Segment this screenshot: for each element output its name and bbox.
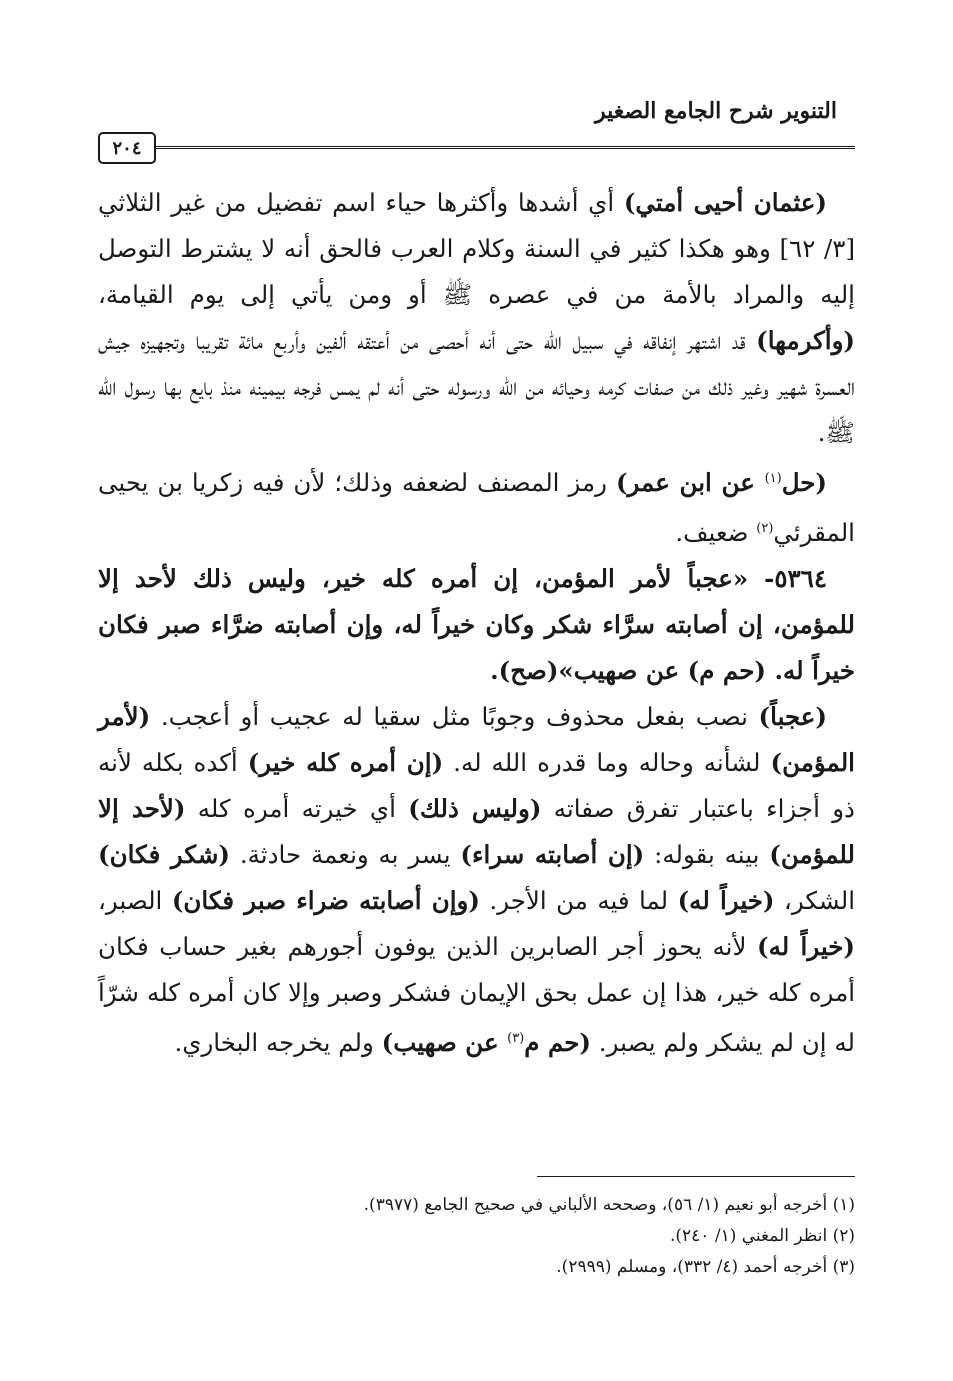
quoted-phrase: (حم م	[524, 1028, 591, 1058]
commentary-text: الصبر،	[98, 886, 172, 916]
commentary-text: أي خيرته أمره كله	[185, 794, 409, 824]
header-rule	[154, 146, 855, 149]
commentary-text: ضعيف.	[675, 518, 757, 548]
commentary-text: بينه بقوله:	[644, 840, 770, 870]
footnote-2: (٢) انظر المغني (١/ ٢٤٠).	[669, 1226, 855, 1246]
quoted-phrase: (إن أصابته سراء)	[460, 840, 645, 870]
footnote-1: (١) أخرجه أبو نعيم (١/ ٥٦)، وصححه الألباني في صحيح الجامع (٣٩٧٧).	[363, 1195, 855, 1215]
commentary-text: ولم يخرجه البخاري.	[174, 1028, 382, 1058]
main-text	[98, 180, 855, 1066]
quoted-phrase: عن ابن عمر)	[615, 468, 765, 498]
paragraph-1	[98, 180, 855, 456]
commentary-text: قد اشتهر إنفاقه في سبيل الله حتى أنه أحصى من أعتقه ألفين وأربع مائة تقريبا وتجهيزه جيش العسرة شهير وغير ذلك من صفات كرمه وحيائه من الله ورسوله حتى أنه لم يمس فرجه بيمينه منذ بايع بها رسول الله ﷺ.	[98, 326, 855, 447]
commentary-text: لما فيه من الأجر.	[479, 886, 678, 916]
commentary-text: يسر به ونعمة حادثة.	[230, 840, 461, 870]
page-header	[98, 94, 855, 159]
paragraph-4	[98, 694, 855, 1066]
quoted-phrase: (عجباً)	[758, 702, 827, 732]
commentary-text: نصب بفعل محذوف وجوبًا مثل سقيا له عجيب أو أعجب.	[150, 702, 759, 732]
quoted-phrase: (لأحد إلا للمؤمن)	[98, 794, 855, 870]
footnote-3: (٣) أخرجه أحمد (٤/ ٣٣٢)، ومسلم (٢٩٩٩).	[556, 1257, 855, 1277]
quoted-phrase: عن صهيب)	[381, 1028, 508, 1058]
hadith-5364: ٥٣٦٤- «عجباً لأمر المؤمن، إن أمره كله خير، وليس ذلك لأحد إلا للمؤمن، إن أصابته سرَّاء شكر وكان خيراً له، وإن أصابته ضرَّاء صبر فكان خيراً له. (حم م) عن صهيب»(صح).	[98, 564, 855, 686]
quoted-phrase: (وليس ذلك)	[408, 794, 542, 824]
commentary-text: أي أشدها وأكثرها حياء اسم تفضيل من غير الثلاثي [٣/ ٦٢] وهو هكذا كثير في السنة وكلام العرب فالحق أنه لا يشترط التوصل إليه والمراد بالأمة من في عصره ﷺ أو ومن يأتي إلى يوم القيامة،	[98, 188, 856, 309]
commentary-text: أكده بكله لأنه ذو أجزاء باعتبار تفرق صفاته	[98, 748, 855, 824]
footnote-ref-2: (٢)	[756, 521, 774, 537]
footnote-separator	[537, 1176, 855, 1177]
commentary-text: الشكر،	[774, 886, 856, 916]
paragraph-2	[98, 456, 855, 556]
quoted-phrase: (خيراً له)	[677, 886, 775, 916]
running-title: التنوير شرح الجامع الصغير	[595, 98, 837, 124]
quoted-phrase: (إن أمره كله خير)	[247, 748, 444, 778]
quoted-phrase: (خيراً له)	[757, 932, 855, 962]
quoted-phrase: (عثمان أحيى أمتي)	[623, 188, 828, 217]
commentary-text: لشأنه وحاله وما قدره الله له.	[443, 748, 771, 778]
quoted-phrase: (وإن أصابته ضراء صبر فكان)	[171, 886, 480, 916]
commentary-text: لأنه يحوز أجر الصابرين الذين يوفون أجورهم بغير حساب فكان أمره كله خير، هذا إن عمل بحق الإيمان فشكر وصبر وإلا كان أمره كله شرّاً له إن لم يشكر ولم يصبر.	[98, 932, 855, 1058]
quoted-phrase: (لأمر المؤمن)	[98, 702, 855, 778]
footnote-ref-3: (٣)	[507, 1031, 525, 1047]
quoted-phrase: (حل	[781, 468, 828, 498]
footnote-ref-1: (١)	[764, 471, 782, 486]
commentary-text: رمز المصنف لضعفه وذلك؛ لأن فيه زكريا بن يحيى المقرئي	[98, 468, 855, 548]
page-number: ٢٠٤	[98, 132, 156, 164]
quoted-phrase: (وأكرمها)	[756, 326, 855, 355]
footnotes	[98, 1190, 855, 1283]
quoted-phrase: (شكر فكان)	[98, 840, 231, 870]
